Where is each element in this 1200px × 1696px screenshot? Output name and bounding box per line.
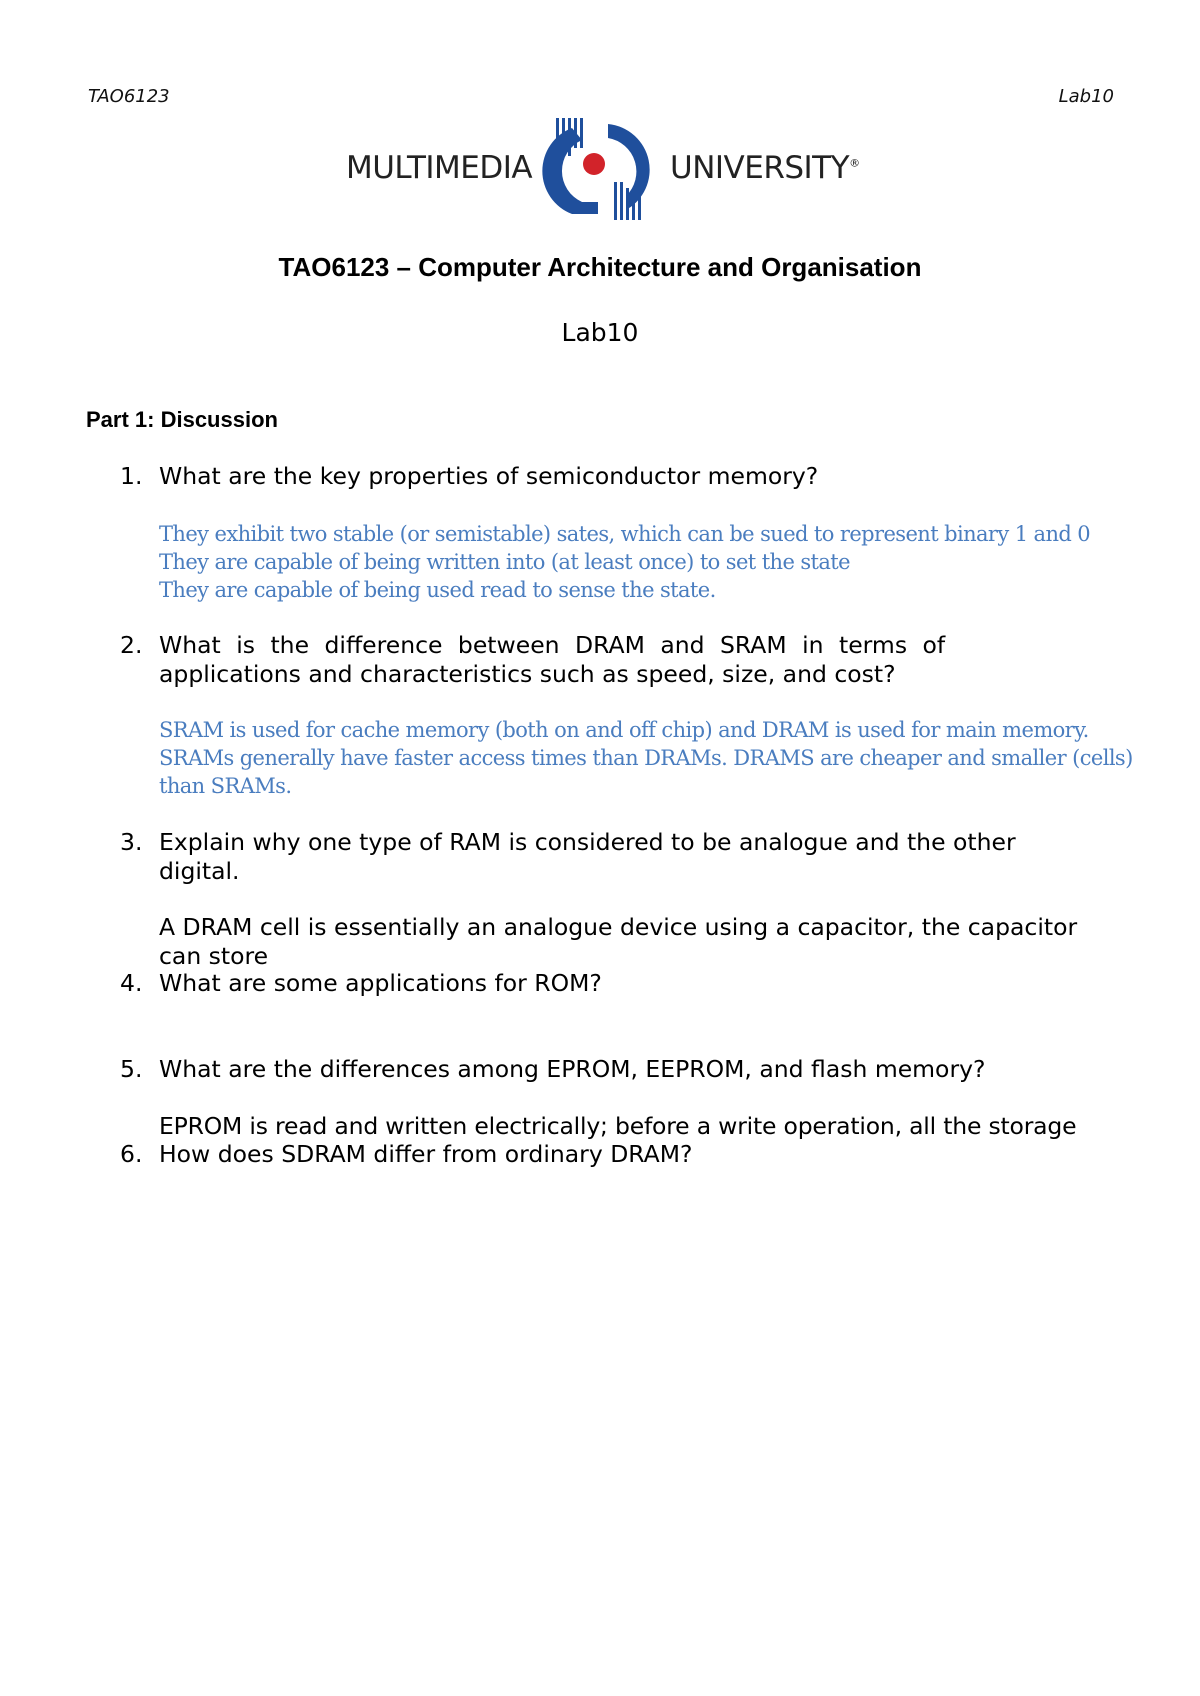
question-number: 5.	[120, 1055, 143, 1083]
answer-2	[159, 716, 1133, 800]
question-text: applications and characteristics such as speed, size, and cost?	[159, 660, 896, 688]
question-2	[120, 631, 1130, 691]
question-text: What are the differences among EPROM, EEPROM, and flash memory?	[159, 1055, 986, 1083]
answer-line: SRAMs generally have faster access times than DRAMs. DRAMS are cheaper and smaller (cells)	[159, 746, 1133, 770]
answer-line: They are capable of being used read to sense the state.	[159, 578, 716, 602]
header-lab-label: Lab10	[1058, 86, 1114, 107]
logo-word-right: UNIVERSITY®	[670, 150, 860, 186]
answer-line: A DRAM cell is essentially an analogue device using a capacitor, the capacitor	[159, 913, 1078, 941]
question-text: What are the key properties of semiconductor memory?	[159, 462, 819, 490]
logo-word-left: MULTIMEDIA	[346, 150, 533, 186]
answer-line: SRAM is used for cache memory (both on and off chip) and DRAM is used for main memory.	[159, 718, 1089, 742]
registered-mark: ®	[849, 156, 860, 170]
logo-emblem-icon	[542, 118, 656, 220]
answer-3	[159, 913, 1139, 971]
university-logo	[346, 118, 860, 220]
answer-line: They exhibit two stable (or semistable) sates, which can be sued to represent binary 1 and 0	[159, 522, 1091, 546]
answer-5: EPROM is read and written electrically; before a write operation, all the storage	[159, 1112, 1077, 1140]
question-number: 2.	[120, 631, 143, 659]
question-3	[120, 828, 1130, 888]
question-text: What are some applications for ROM?	[159, 969, 602, 997]
question-text: Explain why one type of RAM is considered to be analogue and the other	[159, 828, 1016, 856]
question-text: digital.	[159, 857, 240, 885]
answer-1	[159, 520, 1119, 604]
question-text: How does SDRAM differ from ordinary DRAM?	[159, 1140, 693, 1168]
answer-line: than SRAMs.	[159, 774, 292, 798]
answer-line: They are capable of being written into (at least once) to set the state	[159, 550, 850, 574]
question-number: 3.	[120, 828, 143, 856]
answer-line: can store	[159, 942, 269, 970]
question-text: What is the difference between DRAM and SRAM in terms of	[159, 631, 946, 659]
header-course-code: TAO6123	[88, 86, 170, 107]
question-number: 4.	[120, 969, 143, 997]
question-number: 1.	[120, 462, 143, 490]
document-title: TAO6123 – Computer Architecture and Organisation	[278, 252, 922, 282]
part-heading: Part 1: Discussion	[86, 407, 278, 432]
document-subtitle: Lab10	[561, 318, 639, 347]
question-text-line-justified	[159, 631, 1100, 660]
question-number: 6.	[120, 1140, 143, 1168]
